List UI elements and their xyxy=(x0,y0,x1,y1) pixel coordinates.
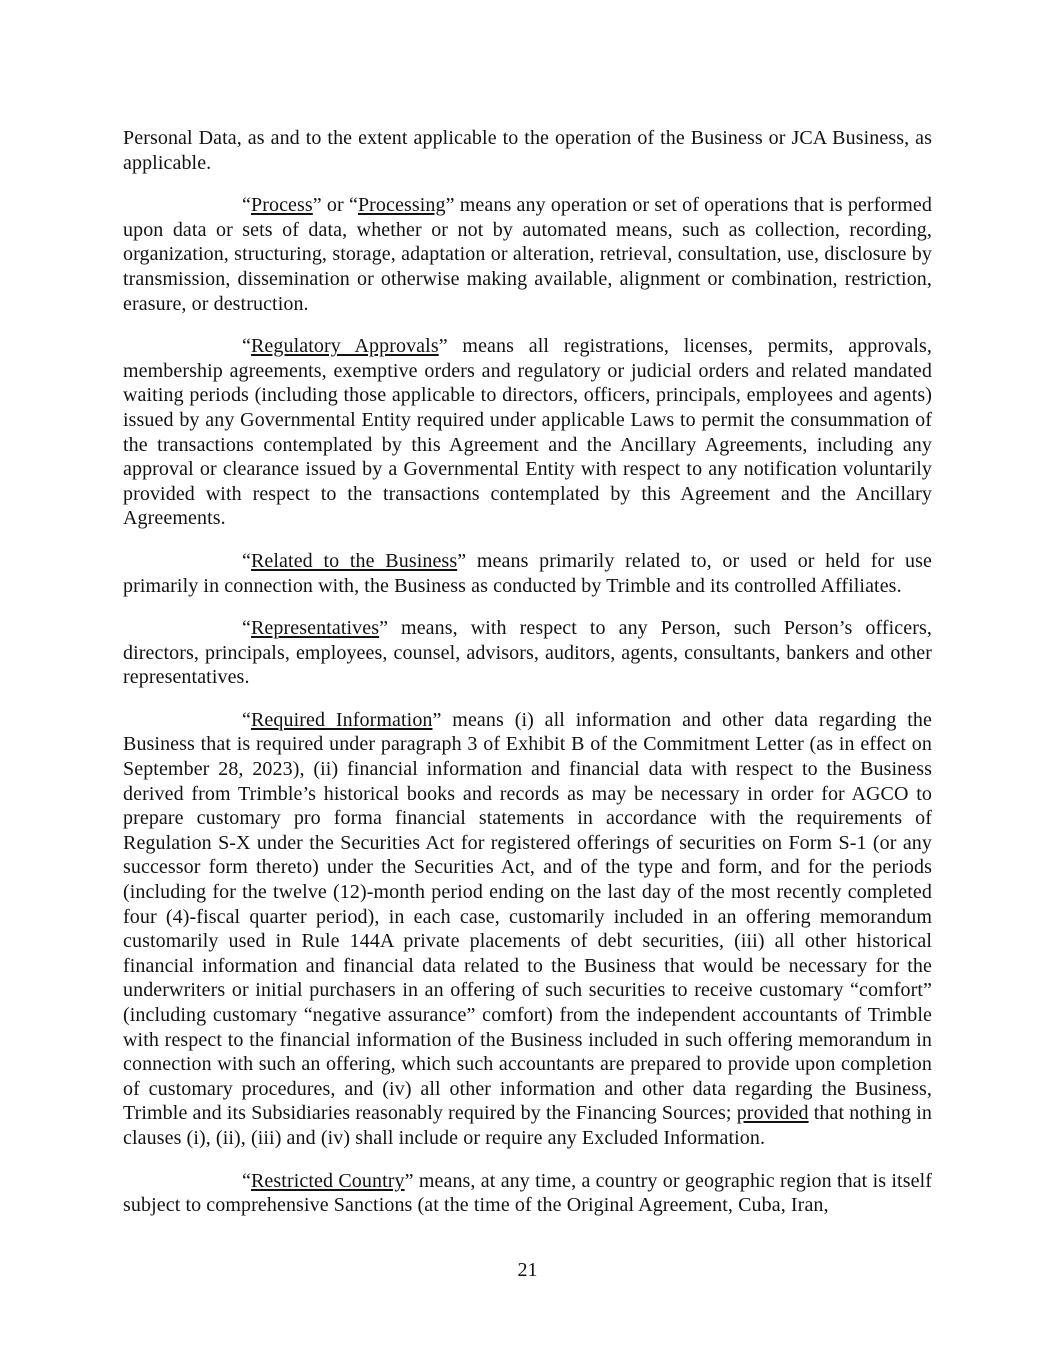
text-run: ” means, with respect to any Person, such Person’s officers, directors, principals, employees, counsel, advisors, auditors, agents, consultants, bankers and other representatives. xyxy=(123,617,932,689)
text-run: ” means (i) all information and other data regarding the Business that is required under paragraph 3 of Exhibit B of the Commitment Letter (as in effect on September 28, 2023), (ii) financial information and financial data with respect to the Business derived from Trimble’s historical books and records as may be necessary in order for AGCO to prepare customary pro forma financial statements in accordance with the requirements of Regulation S-X under the Securities Act for registered offerings of securities on Form S-1 (or any successor form thereto) under the Securities Act, and of the type and form, and for the periods (including for the twelve (12)-month period ending on the last day of the most recently completed four (4)-fiscal quarter period), in each case, customarily included in an offering memorandum customarily used in Rule 144A private placements of debt securities, (iii) all other historical financial information and financial data related to the Business that would be necessary for the underwriters or initial purchasers in an offering of such securities to receive customary “comfort” (including customary “negative assurance” comfort) from the independent accountants of Trimble with respect to the financial information of the Business included in such offering memorandum in connection with such an offering, which such accountants are prepared to provide upon completion of customary procedures, and (iv) all other information and other data regarding the Business, Trimble and its Subsidiaries reasonably required by the Financing Sources; xyxy=(123,708,932,1125)
para-restricted-country-definition xyxy=(123,1169,932,1218)
text-run: “ xyxy=(242,1169,251,1192)
defined-term: Restricted Country xyxy=(250,1169,405,1192)
para-process-definition xyxy=(123,193,932,316)
text-run: “ xyxy=(242,194,251,217)
defined-term: provided xyxy=(736,1102,809,1125)
text-run: ” means primarily related to, or used or held for use primarily in connection with, the Business as conducted by Trimble and its controlled Affiliates. xyxy=(123,549,932,597)
defined-term: Regulatory Approvals xyxy=(250,335,439,358)
text-run: “ xyxy=(242,549,251,572)
para-related-to-the-business-definition xyxy=(123,549,932,598)
text-run: ” means any operation or set of operations that is performed upon data or sets of data, whether or not by automated means, such as collection, recording, organization, structuring, storage, adaptation or alteration, retrieval, consultation, use, disclosure by transmission, dissemination or otherwise making available, alignment or combination, restriction, erasure, or destruction. xyxy=(123,194,933,315)
text-run: Personal Data, as and to the extent applicable to the operation of the Business or JCA Business, as applicable. xyxy=(123,127,932,174)
text-run: ” or “ xyxy=(312,194,358,217)
text-run: ” means all registrations, licenses, permits, approvals, membership agreements, exemptive orders and regulatory or judicial orders and related mandated waiting periods (including those applicable to directors, officers, principals, employees and agents) issued by any Governmental Entity required under applicable Laws to permit the consummation of the transactions contemplated by this Agreement and the Ancillary Agreements, including any approval or clearance issued by a Governmental Entity with respect to any notification voluntarily provided with respect to the transactions contemplated by this Agreement and the Ancillary Agreements. xyxy=(123,335,932,530)
para-personal-data-continuation xyxy=(123,126,932,175)
para-regulatory-approvals-definition xyxy=(123,334,932,531)
text-run: “ xyxy=(242,617,251,640)
defined-term: Related to the Business xyxy=(250,549,458,572)
page-number: 21 xyxy=(517,1259,538,1281)
defined-term: Process xyxy=(250,194,313,217)
text-run: ” means, at any time, a country or geographic region that is itself subject to comprehensive Sanctions (at the time of the Original Agreement, Cuba, Iran, xyxy=(123,1169,932,1217)
document-body xyxy=(123,126,932,1236)
para-required-information-definition xyxy=(123,708,932,1151)
defined-term: Processing xyxy=(357,194,446,217)
text-run: “ xyxy=(242,708,251,731)
defined-term: Representatives xyxy=(250,617,380,640)
text-run: “ xyxy=(242,335,251,358)
text-run: that nothing in clauses (i), (ii), (iii) and (iv) shall include or require any Excluded Information. xyxy=(123,1102,932,1149)
para-representatives-definition xyxy=(123,616,932,690)
defined-term: Required Information xyxy=(250,708,433,731)
